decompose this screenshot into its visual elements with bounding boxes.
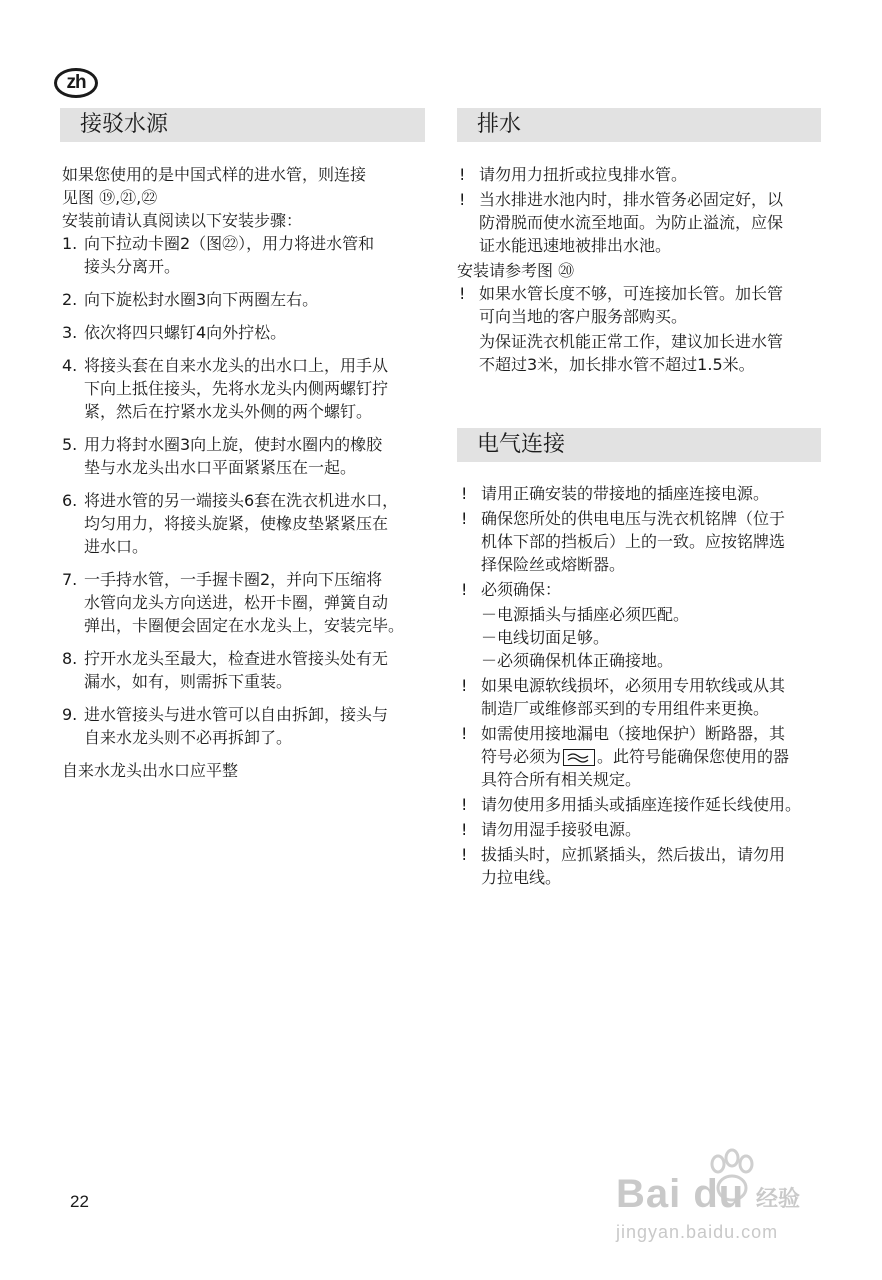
warning-mark-icon: ! — [461, 845, 468, 864]
warning-text: 符号必须为 — [481, 747, 562, 766]
drain-note — [457, 330, 829, 376]
step-text: 向下旋松封水圈3向下两圈左右。 — [84, 290, 319, 309]
note-text: 不超过3米，加长排水管不超过1.5米。 — [479, 355, 755, 374]
step-text: 进水口。 — [84, 537, 149, 556]
step-text: 漏水，如有，则需拆下重装。 — [84, 672, 293, 691]
electric-section — [459, 482, 839, 891]
watermark-url: jingyan.baidu.com — [616, 1222, 779, 1242]
warning-item — [459, 722, 839, 791]
intro-line: 如果您使用的是中国式样的进水管，则连接 — [62, 165, 367, 184]
step-text: 依次将四只螺钉4向外拧松。 — [84, 323, 287, 342]
step-number: 1. — [62, 234, 78, 253]
step-number: 3. — [62, 323, 78, 342]
warning-item — [459, 507, 839, 576]
watermark — [616, 1148, 826, 1248]
intro-instruction: 安装前请认真阅读以下安装步骤： — [62, 211, 303, 230]
note-text: 为保证洗衣机能正常工作，建议加长进水管 — [479, 332, 784, 351]
warning-mark-icon: ! — [461, 676, 468, 695]
warning-item — [457, 163, 829, 186]
figure-reference: 安装请参考图 ⑳ — [457, 261, 575, 280]
watermark-brand: Bai du — [616, 1172, 745, 1216]
step-text: 垫与水龙头出水口平面紧紧压在一起。 — [84, 458, 357, 477]
step-number: 5. — [62, 435, 78, 454]
step-number: 9. — [62, 705, 78, 724]
intro-figure-ref: 见图 ⑲,㉑,㉒ — [62, 188, 158, 207]
warning-text: 拔插头时，应抓紧插头，然后拔出，请勿用 — [481, 845, 786, 864]
section-heading-water-supply: 接驳水源 — [60, 108, 425, 142]
warning-text: 请勿使用多用插头或插座连接作延长线使用。 — [481, 795, 802, 814]
requirement-item: －必须确保机体正确接地。 — [481, 651, 674, 670]
step-text: 向下拉动卡圈2（图㉒），用力将进水管和 — [84, 234, 375, 253]
warning-text: 必须确保： — [481, 580, 562, 599]
step-text: 用力将封水圈3向上旋，使封水圈内的橡胶 — [84, 435, 383, 454]
step-text: 紧，然后在拧紧水龙头外侧的两个螺钉。 — [84, 402, 373, 421]
installation-steps — [62, 232, 434, 749]
warning-mark-icon: ! — [459, 190, 466, 209]
step-number: 2. — [62, 290, 78, 309]
warning-item — [459, 818, 839, 841]
section-heading-drain: 排水 — [457, 108, 821, 142]
step-text: 进水管接头与进水管可以自由拆卸，接头与 — [84, 705, 389, 724]
warning-mark-icon: ! — [461, 484, 468, 503]
step-text: 拧开水龙头至最大，检查进水管接头处有无 — [84, 649, 389, 668]
section-heading-electric: 电气连接 — [457, 428, 821, 462]
requirement-item: －电源插头与插座必须匹配。 — [481, 605, 690, 624]
warning-mark-icon: ! — [461, 580, 468, 599]
warning-text: 如需使用接地漏电（接地保护）断路器，其 — [481, 724, 786, 743]
step-5 — [62, 433, 434, 479]
warning-item — [459, 843, 839, 889]
warning-text: 制造厂或维修部买到的专用组件来更换。 — [481, 699, 770, 718]
warning-text: 如果电源软线损坏，必须用专用软线或从其 — [481, 676, 786, 695]
warning-text: 确保您所处的供电电压与洗衣机铭牌（位于 — [481, 509, 786, 528]
step-number: 6. — [62, 491, 78, 510]
step-number: 8. — [62, 649, 78, 668]
warning-mark-icon: ! — [459, 165, 466, 184]
step-9 — [62, 703, 434, 749]
drain-section — [457, 163, 829, 376]
step-text: 弹出，卡圈便会固定在水龙头上，安装完毕。 — [84, 616, 405, 635]
breaker-symbol-icon — [563, 749, 595, 766]
water-supply-section — [62, 163, 434, 782]
step-3 — [62, 321, 434, 344]
warning-text: 防滑脱而使水流至地面。为防止溢流，应保 — [479, 213, 784, 232]
step-6 — [62, 489, 434, 558]
warning-text: 机体下部的挡板后）上的一致。应按铭牌选 — [481, 532, 786, 551]
warning-mark-icon: ! — [461, 820, 468, 839]
step-text: 将接头套在自来水龙头的出水口上，用手从 — [84, 356, 389, 375]
step-text: 将进水管的另一端接头6套在洗衣机进水口， — [84, 491, 399, 510]
requirement-item: －电线切面足够。 — [481, 628, 610, 647]
warning-mark-icon: ! — [461, 724, 468, 743]
step-number: 4. — [62, 356, 78, 375]
warning-mark-icon: ! — [461, 795, 468, 814]
warning-text-with-symbol — [481, 745, 839, 768]
warning-text: 请用正确安装的带接地的插座连接电源。 — [481, 484, 770, 503]
step-8 — [62, 647, 434, 693]
warning-mark-icon: ! — [459, 284, 466, 303]
warning-mark-icon: ! — [461, 509, 468, 528]
warning-text: 择保险丝或熔断器。 — [481, 555, 626, 574]
step-text: 接头分离开。 — [84, 257, 181, 276]
warning-item — [459, 674, 839, 720]
step-text: 下向上抵住接头，先将水龙头内侧两螺钉拧 — [84, 379, 389, 398]
warning-text: 证水能迅速地被排出水池。 — [479, 236, 672, 255]
step-1 — [62, 232, 434, 278]
step-text: 均匀用力，将接头旋紧，使橡皮垫紧紧压在 — [84, 514, 389, 533]
step-number: 7. — [62, 570, 78, 589]
warning-item — [459, 578, 839, 601]
step-7 — [62, 568, 434, 637]
language-badge: zh — [54, 68, 98, 98]
warning-item — [457, 282, 829, 328]
warning-text: 力拉电线。 — [481, 868, 562, 887]
warning-text: 。此符号能确保您使用的器 — [597, 747, 790, 766]
step-text: 一手持水管，一手握卡圈2，并向下压缩将 — [84, 570, 383, 589]
page-number: 22 — [70, 1192, 89, 1211]
warning-text: 可向当地的客户服务部购买。 — [479, 307, 688, 326]
warning-item — [459, 793, 839, 816]
step-text: 自来水龙头则不必再拆卸了。 — [84, 728, 293, 747]
warning-text: 请勿用力扭折或拉曳排水管。 — [479, 165, 688, 184]
warning-text: 当水排进水池内时，排水管务必固定好，以 — [479, 190, 784, 209]
step-4 — [62, 354, 434, 423]
warning-item — [459, 482, 839, 505]
warning-item — [457, 188, 829, 257]
step-2 — [62, 288, 434, 311]
step-text: 水管向龙头方向送进，松开卡圈，弹簧自动 — [84, 593, 389, 612]
watermark-subtitle: 经验 — [756, 1186, 801, 1211]
warning-text: 如果水管长度不够，可连接加长管。加长管 — [479, 284, 784, 303]
warning-text: 具符合所有相关规定。 — [481, 770, 642, 789]
footer-note: 自来水龙头出水口应平整 — [62, 761, 239, 780]
warning-text: 请勿用湿手接驳电源。 — [481, 820, 642, 839]
requirement-list — [459, 603, 839, 672]
